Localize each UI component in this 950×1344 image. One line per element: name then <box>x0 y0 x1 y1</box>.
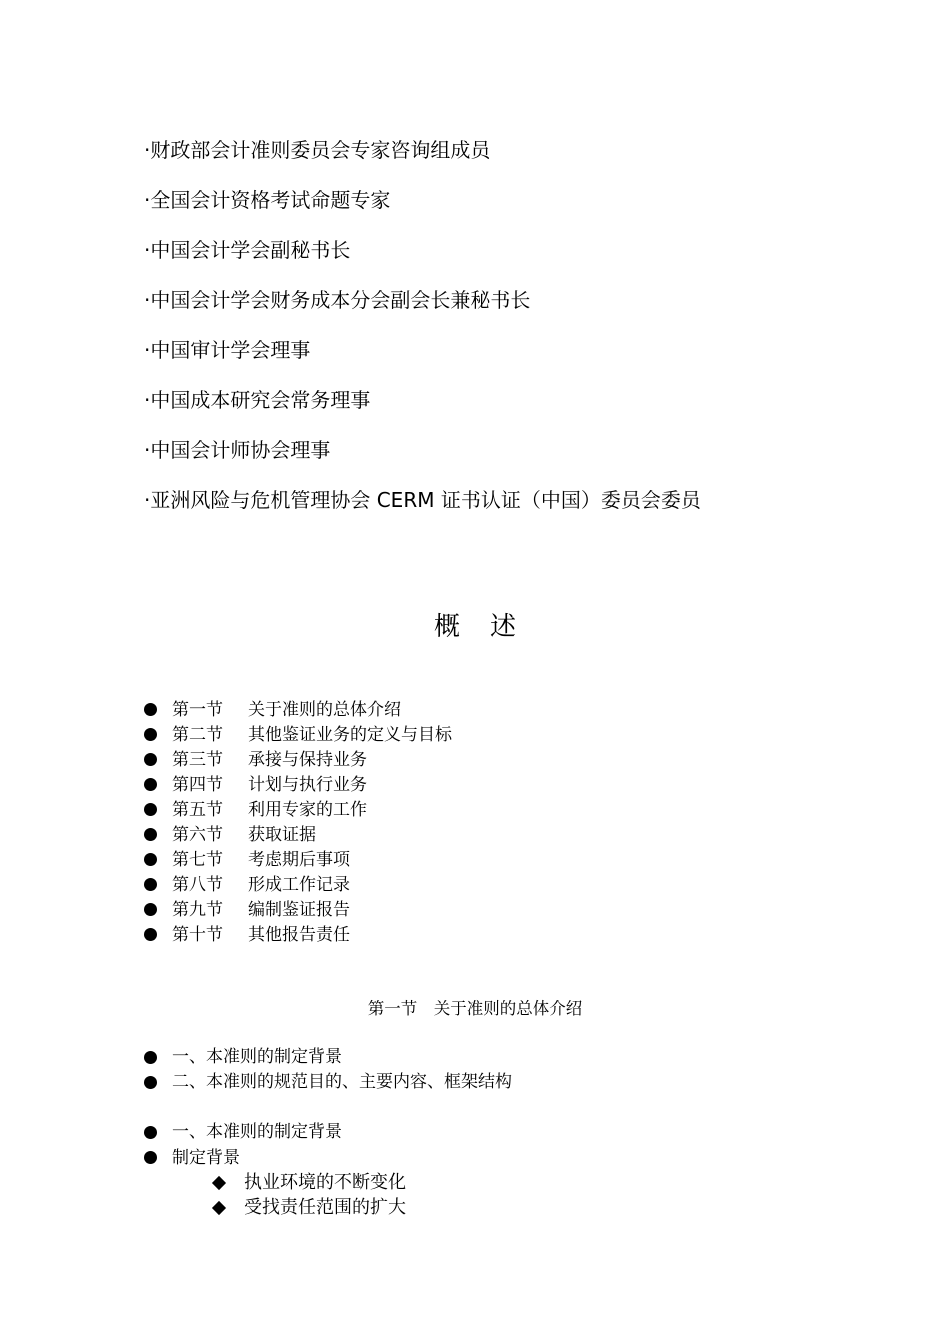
background-item <box>214 1195 406 1220</box>
toc-item <box>144 872 452 897</box>
diamond-bullet-icon <box>212 1175 226 1189</box>
toc-section-title: 形成工作记录 <box>248 875 350 894</box>
toc-section-title: 获取证据 <box>248 825 316 844</box>
toc-section-number: 第一节 <box>172 700 223 719</box>
toc-section-title: 编制鉴证报告 <box>248 900 350 919</box>
toc-section-number: 第七节 <box>172 850 223 869</box>
overview-title: 概述 <box>433 612 546 642</box>
toc-section-number: 第二节 <box>172 725 223 744</box>
background-item-text: 执业环境的不断变化 <box>244 1172 406 1192</box>
table-of-contents <box>144 697 452 947</box>
toc-section-title: 计划与执行业务 <box>248 775 367 794</box>
toc-section-title: 承接与保持业务 <box>248 750 367 769</box>
credential-item: ·全国会计资格考试命题专家 <box>144 188 391 212</box>
toc-item <box>144 697 452 722</box>
toc-section-number: 第十节 <box>172 925 223 944</box>
background-item <box>214 1170 406 1195</box>
background-item-text: 受找责任范围的扩大 <box>244 1197 406 1217</box>
toc-item <box>144 847 452 872</box>
toc-section-title: 关于准则的总体介绍 <box>248 700 401 719</box>
credential-item: ·财政部会计准则委员会专家咨询组成员 <box>144 138 491 162</box>
background-items <box>214 1170 406 1220</box>
toc-section-title: 利用专家的工作 <box>248 800 367 819</box>
bullet-dot-icon <box>144 778 157 791</box>
credentials-list <box>144 136 701 536</box>
detail-heading-text: 一、本准则的制定背景 <box>172 1122 342 1142</box>
toc-section-number: 第五节 <box>172 800 223 819</box>
toc-section-number: 第九节 <box>172 900 223 919</box>
bullet-dot-icon <box>144 1076 157 1089</box>
toc-section-number: 第三节 <box>172 750 223 769</box>
diamond-bullet-icon <box>212 1200 226 1214</box>
toc-item <box>144 797 452 822</box>
bullet-dot-icon <box>144 803 157 816</box>
background-label: 制定背景 <box>172 1148 240 1167</box>
background-label-item <box>144 1145 342 1170</box>
bullet-dot-icon <box>144 1151 157 1164</box>
toc-section-number: 第六节 <box>172 825 223 844</box>
toc-item <box>144 772 452 797</box>
section-outline <box>144 1045 512 1095</box>
credential-item: ·中国会计学会副秘书长 <box>144 238 351 262</box>
section-heading: 第一节 关于准则的总体介绍 <box>367 999 583 1018</box>
toc-item <box>144 722 452 747</box>
bullet-dot-icon <box>144 1126 157 1139</box>
credential-item: ·中国会计师协会理事 <box>144 438 331 462</box>
bullet-dot-icon <box>144 753 157 766</box>
outline-item-text: 一、本准则的制定背景 <box>172 1047 342 1067</box>
outline-item <box>144 1045 512 1070</box>
bullet-dot-icon <box>144 728 157 741</box>
outline-item <box>144 1070 512 1095</box>
toc-item <box>144 822 452 847</box>
background-detail <box>144 1120 342 1170</box>
bullet-dot-icon <box>144 928 157 941</box>
toc-section-number: 第八节 <box>172 875 223 894</box>
credential-item: ·中国审计学会理事 <box>144 338 311 362</box>
bullet-dot-icon <box>144 1051 157 1064</box>
bullet-dot-icon <box>144 828 157 841</box>
credential-item: ·中国会计学会财务成本分会副会长兼秘书长 <box>144 288 531 312</box>
toc-section-title: 其他鉴证业务的定义与目标 <box>248 725 452 744</box>
credential-item: ·中国成本研究会常务理事 <box>144 388 371 412</box>
toc-item <box>144 897 452 922</box>
credential-item: ·亚洲风险与危机管理协会 CERM 证书认证（中国）委员会委员 <box>144 488 701 512</box>
toc-section-title: 其他报告责任 <box>248 925 350 944</box>
toc-section-title: 考虑期后事项 <box>248 850 350 869</box>
bullet-dot-icon <box>144 903 157 916</box>
bullet-dot-icon <box>144 703 157 716</box>
toc-item <box>144 747 452 772</box>
bullet-dot-icon <box>144 878 157 891</box>
outline-item-text: 二、本准则的规范目的、主要内容、框架结构 <box>172 1072 512 1092</box>
toc-item <box>144 922 452 947</box>
toc-section-number: 第四节 <box>172 775 223 794</box>
detail-heading <box>144 1120 342 1145</box>
bullet-dot-icon <box>144 853 157 866</box>
